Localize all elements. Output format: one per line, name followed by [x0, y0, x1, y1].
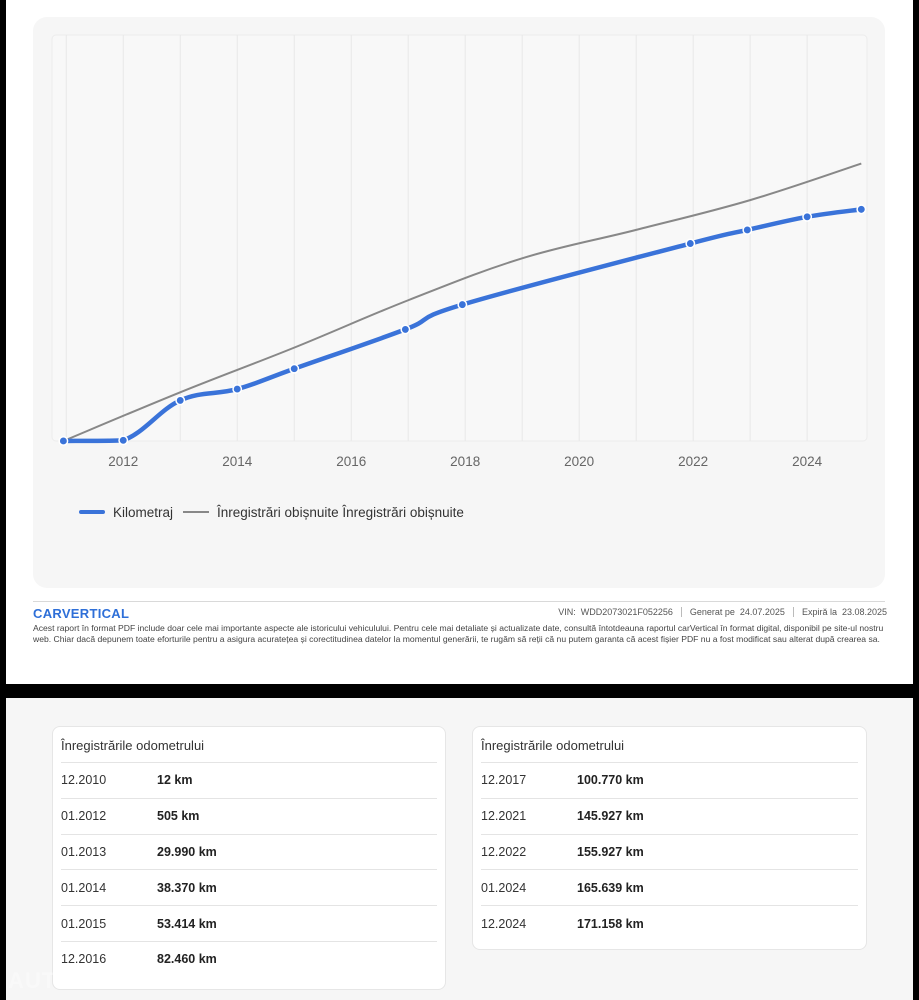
odometer-rows — [61, 762, 437, 977]
odometer-table-title: Înregistrările odometrului — [61, 738, 205, 753]
carvertical-logo: CARVERTICAL — [33, 606, 130, 621]
data-point-kilometraj — [176, 396, 184, 404]
x-tick-label: 2014 — [222, 454, 253, 469]
table-row — [481, 905, 858, 941]
row-km: 165.639 km — [577, 880, 644, 895]
expires-label: Expiră la — [801, 607, 837, 617]
data-point-kilometraj — [59, 437, 67, 445]
x-tick-label: 2024 — [792, 454, 823, 469]
mileage-chart-card — [33, 17, 885, 588]
table-row — [61, 834, 437, 870]
row-date: 01.2024 — [481, 880, 527, 895]
odometer-table-left — [52, 726, 446, 990]
legend-swatch-blue — [79, 510, 105, 514]
report-page-top — [6, 0, 913, 684]
mileage-chart — [33, 17, 885, 497]
row-km: 82.460 km — [157, 952, 217, 967]
table-row — [61, 762, 437, 798]
table-row — [481, 762, 858, 798]
table-row — [481, 798, 858, 834]
table-row — [481, 869, 858, 905]
row-km: 53.414 km — [157, 916, 217, 931]
row-date: 12.2016 — [61, 952, 107, 967]
report-meta — [558, 607, 887, 617]
x-tick-label: 2020 — [564, 454, 595, 469]
odometer-table-title: Înregistrările odometrului — [481, 738, 625, 753]
vin-value: WDD2073021F052256 — [580, 607, 673, 617]
generated-label: Generat pe — [689, 607, 735, 617]
row-date: 12.2024 — [481, 916, 527, 931]
row-km: 155.927 km — [577, 844, 644, 859]
row-date: 12.2017 — [481, 773, 527, 788]
row-km: 12 km — [157, 773, 193, 788]
data-point-kilometraj — [401, 325, 409, 333]
expires-value: 23.08.2025 — [841, 607, 887, 617]
table-row — [61, 869, 437, 905]
table-row — [61, 905, 437, 941]
vin-label: VIN: — [558, 607, 576, 617]
row-date: 12.2010 — [61, 773, 107, 788]
table-row — [61, 798, 437, 834]
x-tick-label: 2022 — [678, 454, 709, 469]
x-tick-label: 2018 — [450, 454, 481, 469]
data-point-kilometraj — [803, 213, 811, 221]
row-date: 01.2015 — [61, 916, 107, 931]
plot-area — [52, 35, 867, 441]
data-point-kilometraj — [119, 436, 127, 444]
footer-divider — [33, 601, 885, 602]
legend-label-typical: Înregistrări obișnuite — [217, 504, 339, 520]
meta-separator — [681, 607, 682, 617]
watermark-logo: AUTOVIT.RO — [8, 968, 151, 993]
pdf-disclaimer: Acest raport în format PDF include doar cele mai importante aspecte ale istoricului vehiculului. Pentru cele mai detaliate și actualizate date, consultă întotdeauna raportul carVertical în format digital, disponibil pe site-ul nostru web. Chiar dacă depunem toate eforturile pentru a asigura acuratețea și corectitudinea datelor la momentul generării, te rugăm să reții că nu putem garanta că acest fișier PDF nu a fost modificat sau alterat după crearea sa. — [33, 623, 884, 644]
row-km: 145.927 km — [577, 809, 644, 824]
x-tick-label: 2016 — [336, 454, 367, 469]
row-date: 01.2013 — [61, 844, 107, 859]
x-tick-label: 2012 — [108, 454, 139, 469]
row-km: 100.770 km — [577, 773, 644, 788]
odometer-rows — [481, 762, 858, 941]
row-date: 12.2022 — [481, 844, 527, 859]
data-point-kilometraj — [743, 226, 751, 234]
legend-label-kilometraj: Kilometraj — [113, 504, 174, 520]
data-point-kilometraj — [686, 239, 694, 247]
row-km: 171.158 km — [577, 916, 644, 931]
legend-item-kilometraj — [79, 505, 173, 520]
row-km: 29.990 km — [157, 844, 217, 859]
row-km: 505 km — [157, 809, 200, 824]
legend-label-typical-2-text: Înregistrări obișnuite — [342, 504, 464, 520]
report-page-bottom — [6, 698, 913, 1000]
chart-legend — [79, 503, 474, 521]
table-row — [481, 834, 858, 870]
legend-item-typical — [183, 505, 464, 520]
data-point-kilometraj — [290, 365, 298, 373]
row-date: 12.2021 — [481, 809, 527, 824]
row-date: 01.2012 — [61, 809, 107, 824]
data-point-kilometraj — [458, 300, 466, 308]
row-km: 38.370 km — [157, 880, 217, 895]
generated-value: 24.07.2025 — [739, 607, 785, 617]
data-point-kilometraj — [857, 205, 865, 213]
meta-separator — [793, 607, 794, 617]
legend-swatch-gray — [183, 511, 209, 513]
legend-label-typical-2 — [339, 505, 464, 520]
data-point-kilometraj — [233, 385, 241, 393]
row-date: 01.2014 — [61, 880, 107, 895]
odometer-table-right — [472, 726, 867, 950]
